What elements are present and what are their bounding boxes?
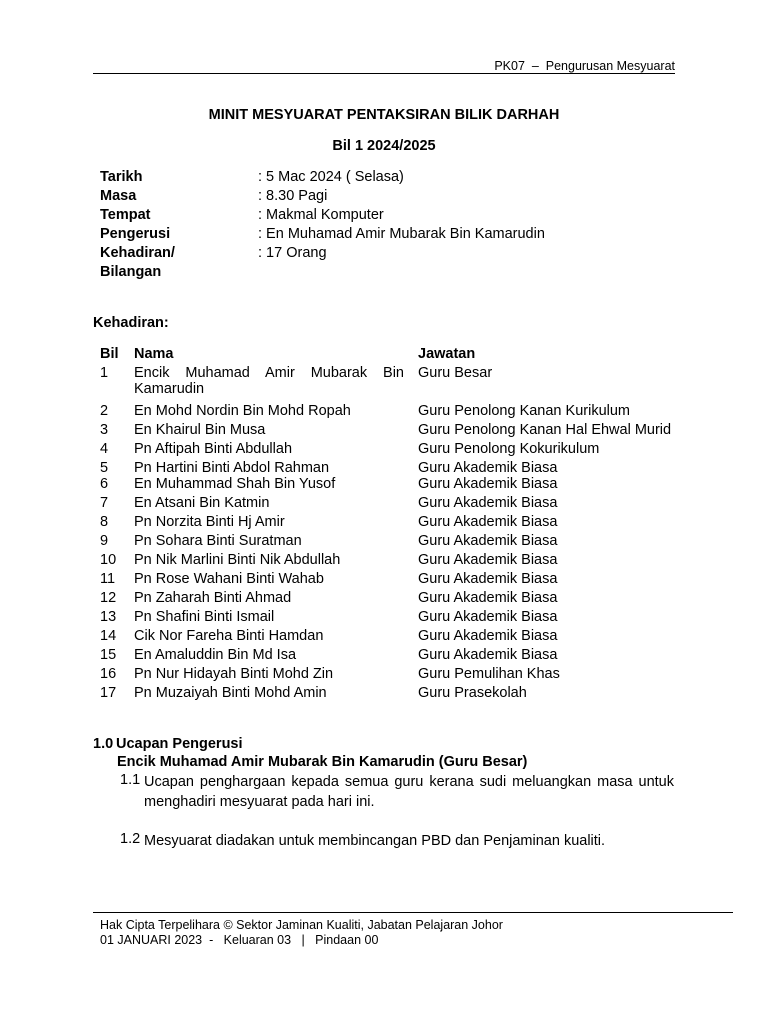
row-jawatan: Guru Penolong Kokurikulum (418, 441, 600, 457)
header-reference: PK07 – Pengurusan Mesyuarat (494, 59, 675, 73)
row-bil: 10 (100, 552, 117, 568)
row-bil: 2 (100, 403, 109, 419)
info-value: : En Muhamad Amir Mubarak Bin Kamarudin (258, 226, 545, 242)
row-bil: 1 (100, 365, 109, 381)
row-bil: 9 (100, 533, 109, 549)
info-value: : 5 Mac 2024 ( Selasa) (258, 169, 404, 185)
row-bil: 6 (100, 476, 109, 492)
row-nama-line2: Kamarudin (134, 381, 205, 397)
row-jawatan: Guru Akademik Biasa (418, 647, 558, 663)
row-jawatan: Guru Akademik Biasa (418, 552, 558, 568)
row-jawatan: Guru Akademik Biasa (418, 628, 558, 644)
attendance-heading: Kehadiran: (93, 315, 169, 331)
row-nama: Pn Norzita Binti Hj Amir (134, 514, 285, 530)
column-header-nama: Nama (134, 346, 174, 362)
document-subtitle: Bil 1 2024/2025 (332, 138, 436, 154)
row-jawatan: Guru Akademik Biasa (418, 609, 558, 625)
info-label: Kehadiran/ (100, 245, 175, 261)
row-jawatan: Guru Akademik Biasa (418, 571, 558, 587)
section-title: Ucapan Pengerusi (116, 736, 243, 752)
row-nama: Pn Sohara Binti Suratman (134, 533, 302, 549)
row-jawatan: Guru Pemulihan Khas (418, 666, 560, 682)
row-nama: En Atsani Bin Katmin (134, 495, 270, 511)
item-text: Mesyuarat diadakan untuk membincangan PBD dan Penjaminan kualiti. (144, 833, 606, 849)
row-bil: 17 (100, 685, 117, 701)
footer-divider (93, 912, 733, 913)
row-bil: 3 (100, 422, 109, 438)
row-nama: Pn Nur Hidayah Binti Mohd Zin (134, 666, 334, 682)
info-label: Tarikh (100, 169, 143, 185)
row-nama: En Muhammad Shah Bin Yusof (134, 476, 336, 492)
row-bil: 13 (100, 609, 117, 625)
row-jawatan: Guru Akademik Biasa (418, 460, 558, 476)
row-jawatan: Guru Penolong Kanan Hal Ehwal Murid (418, 422, 672, 438)
column-header-bil: Bil (100, 346, 119, 362)
row-bil: 4 (100, 441, 109, 457)
row-nama (134, 365, 404, 397)
footer-copyright: Hak Cipta Terpelihara © Sektor Jaminan Kualiti, Jabatan Pelajaran Johor (100, 918, 503, 932)
row-jawatan: Guru Prasekolah (418, 685, 527, 701)
section-subtitle: Encik Muhamad Amir Mubarak Bin Kamarudin (Guru Besar) (117, 754, 528, 770)
footer (100, 918, 503, 948)
info-value: : 8.30 Pagi (258, 188, 328, 204)
row-nama: En Mohd Nordin Bin Mohd Ropah (134, 403, 351, 419)
document-title: MINIT MESYUARAT PENTAKSIRAN BILIK DARHAH (208, 107, 560, 123)
row-bil: 5 (100, 460, 109, 476)
item-text: Ucapan penghargaan kepada semua guru kerana sudi meluangkan masa untuk menghadiri mesyuarat pada hari ini. (144, 774, 674, 810)
row-nama: Cik Nor Fareha Binti Hamdan (134, 628, 324, 644)
info-label: Bilangan (100, 264, 162, 280)
row-bil: 11 (100, 571, 116, 587)
info-label: Pengerusi (100, 226, 171, 242)
info-value: : Makmal Komputer (258, 207, 384, 223)
row-nama: Pn Rose Wahani Binti Wahab (134, 571, 324, 587)
row-nama: En Amaluddin Bin Md Isa (134, 647, 297, 663)
row-jawatan: Guru Akademik Biasa (418, 476, 558, 492)
item-number: 1.1 (120, 772, 141, 788)
info-value: : 17 Orang (258, 245, 327, 261)
row-nama: Pn Muzaiyah Binti Mohd Amin (134, 685, 327, 701)
row-jawatan: Guru Akademik Biasa (418, 533, 558, 549)
row-bil: 14 (100, 628, 117, 644)
row-jawatan: Guru Akademik Biasa (418, 495, 558, 511)
footer-revision: 01 JANUARI 2023 - Keluaran 03 | Pindaan 00 (100, 933, 379, 947)
row-nama: Pn Aftipah Binti Abdullah (134, 441, 293, 457)
row-nama: En Khairul Bin Musa (134, 422, 266, 438)
row-nama: Pn Hartini Binti Abdol Rahman (134, 460, 330, 476)
row-nama: Pn Shafini Binti Ismail (134, 609, 275, 625)
item-number: 1.2 (120, 831, 141, 847)
section-number: 1.0 (93, 736, 114, 752)
info-label: Tempat (100, 207, 151, 223)
row-bil: 8 (100, 514, 109, 530)
info-label: Masa (100, 188, 137, 204)
row-jawatan: Guru Akademik Biasa (418, 514, 558, 530)
row-nama: Pn Nik Marlini Binti Nik Abdullah (134, 552, 341, 568)
row-bil: 15 (100, 647, 117, 663)
row-bil: 7 (100, 495, 109, 511)
row-bil: 16 (100, 666, 117, 682)
row-jawatan: Guru Akademik Biasa (418, 590, 558, 606)
row-jawatan: Guru Besar (418, 365, 493, 381)
row-jawatan: Guru Penolong Kanan Kurikulum (418, 403, 630, 419)
row-nama-line1: Encik Muhamad Amir Mubarak Bin (134, 365, 404, 381)
column-header-jawatan: Jawatan (418, 346, 476, 362)
row-nama: Pn Zaharah Binti Ahmad (134, 590, 292, 606)
header-divider (93, 73, 675, 74)
row-bil: 12 (100, 590, 117, 606)
